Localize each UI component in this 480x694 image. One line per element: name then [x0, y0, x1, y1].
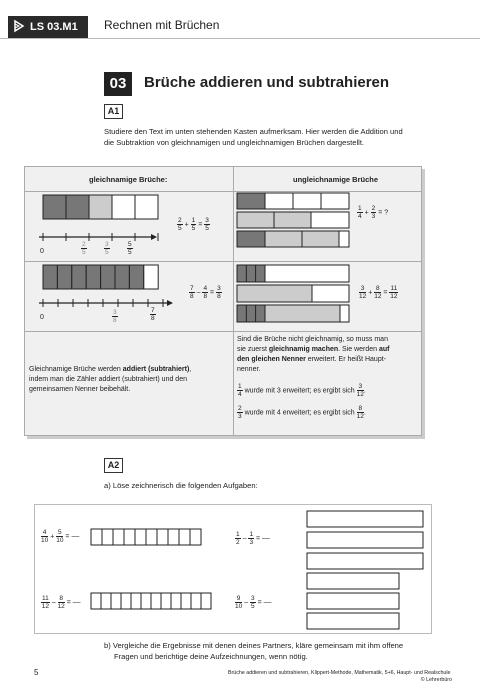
- number-line-zero: 0: [40, 314, 44, 321]
- unlike-fractions-rule-line-2: sie zuerst gleichnamig machen. Sie werden auf: [237, 346, 390, 353]
- task-tag-a1: A1: [104, 104, 123, 119]
- equation-eighths: $\frac{7}{8}$ – $\frac{4}{8}$ = $\frac{3}{8}$: [190, 285, 221, 300]
- section-title: Brüche addieren und subtrahieren: [144, 74, 390, 91]
- exercise-4-equation: $\frac{9}{10}$ – $\frac{3}{5}$ = ––: [235, 595, 272, 610]
- header-title: Rechnen mit Brüchen: [104, 18, 220, 32]
- unlike-fractions-rule-line-1: Sind die Brüche nicht gleichnamig, so muss man: [237, 336, 388, 343]
- box-row-divider: [25, 331, 421, 332]
- task-b-instruction-line-2: Fragen und berichtige deine Aufzeichnungen, wenn nötig.: [114, 652, 308, 661]
- right-column-header: ungleichnamige Brüche: [293, 175, 379, 184]
- number-line-label: $\frac{2}{5}$: [82, 241, 86, 256]
- box-column-divider: [233, 167, 234, 435]
- section-number: 03: [104, 72, 132, 96]
- equation-unlike: $\frac{1}{4}$ + $\frac{2}{3}$ = ?: [358, 205, 389, 220]
- worksheet-code-tab: [8, 16, 88, 38]
- eighths-bar-diagram: [43, 265, 159, 291]
- box-row-divider: [25, 261, 421, 262]
- explanation-box: [24, 166, 422, 436]
- number-line-label: $\frac{7}{8}$: [151, 307, 155, 322]
- number-line-zero: 0: [40, 248, 44, 255]
- like-fractions-rule-line-2: indem man die Zähler addiert (subtrahiert) und den: [29, 376, 187, 383]
- like-fractions-rule-line-3: gemeinsamen Nenner beibehält.: [29, 386, 131, 393]
- twelfths-bars: [237, 265, 349, 323]
- unlike-fractions-rule-line-4: nenner.: [237, 366, 261, 373]
- exercise-1-equation: $\frac{4}{10}$ + $\frac{5}{10}$ = ––: [41, 529, 80, 544]
- extension-line-third: $\frac{2}{3}$ wurde mit 4 erweitert; es ergibt sich $\frac{8}{12}$ .: [238, 405, 366, 420]
- equation-twelfths: $\frac{3}{12}$ + $\frac{8}{12}$ = $\frac{11}{12}$: [359, 285, 398, 300]
- fifths-bar-diagram: [43, 195, 159, 221]
- number-line-label: $\frac{5}{5}$: [128, 241, 132, 256]
- intro-line-2: die Subtraktion von gleichnamigen und ungleichnamigen Brüchen dargestellt.: [104, 138, 365, 147]
- exercise-3-equation: $\frac{1}{2}$ – $\frac{1}{3}$ = ––: [236, 531, 270, 546]
- equation-fifths: $\frac{2}{5}$ + $\frac{1}{5}$ = $\frac{3}{5}$: [178, 217, 209, 232]
- number-line-fifths: [39, 231, 159, 243]
- unlike-fractions-rule-line-3: den gleichen Nenner erweitert. Er heißt Haupt-: [237, 356, 386, 363]
- task-tag-a2: A2: [104, 458, 123, 473]
- exercise-3-drawing-bars[interactable]: [307, 511, 425, 571]
- footer-text: Brüche addieren und subtrahieren, Klippert-Methode, Mathematik, 5+6, Haupt- und Realschule: [228, 670, 451, 676]
- left-column-header: gleichnamige Brüche:: [89, 175, 168, 184]
- task-b-instruction-line-1: b) Vergleiche die Ergebnisse mit denen deines Partners, kläre gemeinsam mit ihm offene: [104, 641, 404, 650]
- task-a-instruction: a) Löse zeichnerisch die folgenden Aufgaben:: [104, 481, 258, 490]
- page-number: 5: [34, 668, 39, 677]
- extension-line-quarter: $\frac{1}{4}$ wurde mit 3 erweitert; es ergibt sich $\frac{3}{12}$ .: [238, 383, 366, 398]
- exercise-2-equation: $\frac{11}{12}$ – $\frac{8}{12}$ = ––: [41, 595, 81, 610]
- exercise-2-drawing-bar[interactable]: [91, 593, 215, 611]
- number-line-label: $\frac{3}{8}$: [113, 309, 117, 324]
- footer-copyright: © Lehrerbüro: [420, 677, 452, 683]
- exercise-1-drawing-bar[interactable]: [91, 529, 203, 547]
- box-row-divider: [25, 191, 421, 192]
- worksheet-code: LS 03.M1: [30, 21, 78, 33]
- exercise-4-drawing-bars[interactable]: [307, 573, 425, 633]
- unlike-fractions-bars: [237, 193, 349, 249]
- stack-arrow-icon: [14, 20, 24, 32]
- intro-line-1: Studiere den Text im unten stehenden Kasten aufmerksam. Hier werden die Addition und: [104, 127, 403, 136]
- page-header: [0, 0, 480, 39]
- like-fractions-rule-line-1: Gleichnamige Brüche werden addiert (subtrahiert),: [29, 366, 192, 373]
- number-line-label: $\frac{3}{5}$: [105, 241, 109, 256]
- exercise-box: [34, 504, 432, 634]
